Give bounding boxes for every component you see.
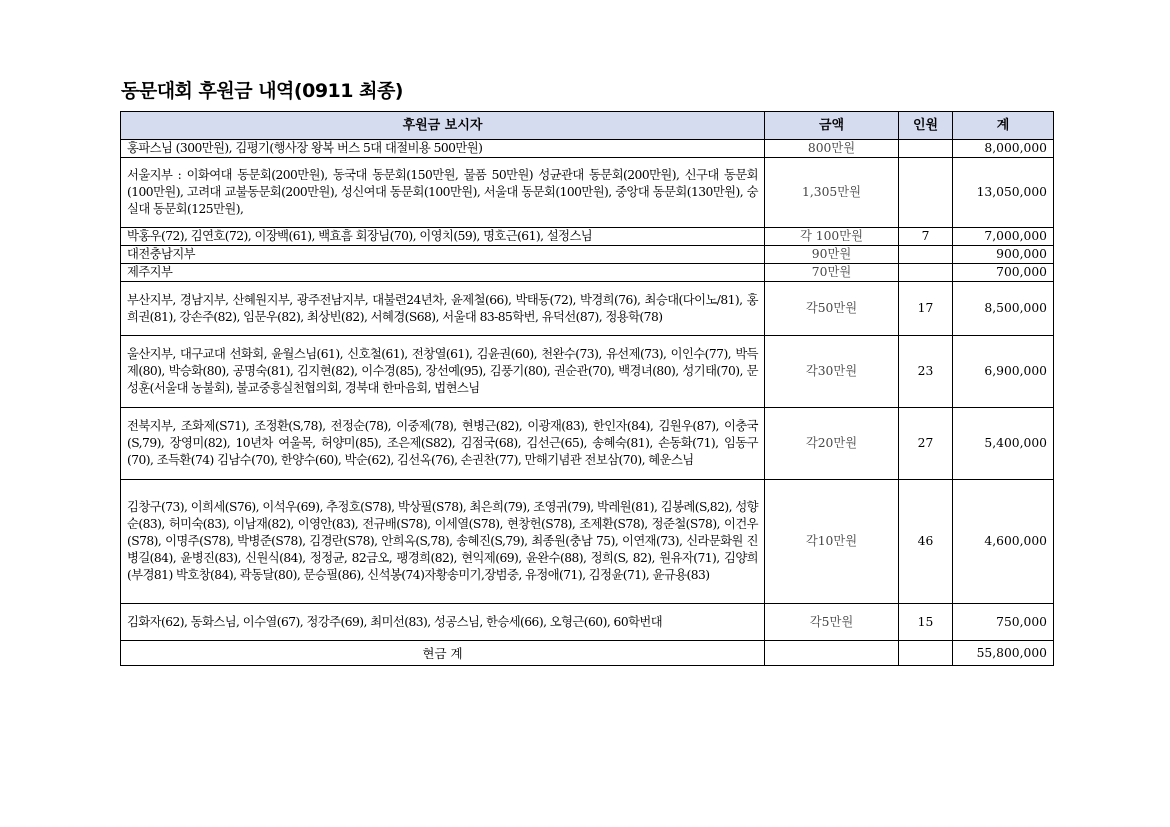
- donor-count: 7: [899, 228, 953, 246]
- donation-amount: 70만원: [765, 264, 899, 282]
- donation-amount: 각50만원: [765, 282, 899, 336]
- donor-count: 46: [899, 480, 953, 604]
- summary-row: [121, 641, 1054, 666]
- donor-count: 27: [899, 408, 953, 480]
- table-row: [121, 158, 1054, 228]
- donation-amount: 90만원: [765, 246, 899, 264]
- summary-amount-empty: [765, 641, 899, 666]
- table-row: [121, 228, 1054, 246]
- donor-count: 17: [899, 282, 953, 336]
- donation-amount: 각 100만원: [765, 228, 899, 246]
- donor-names: 대전충남지부: [121, 246, 765, 264]
- donor-names: 전북지부, 조화제(S71), 조정환(S,78), 전정순(78), 이중제(78), 현병근(82), 이광재(83), 한인자(84), 김원우(87), 이충국(S,79), 장영미(82), 10년차 여울목, 허양미(85), 조은제(S82), 김점국(68), 김선근(65), 송혜숙(81), 손동화(71), 임동구(70), 조득환(74) 김남수(70), 한양수(60), 박순(62), 김선옥(76), 손권찬(77), 만해기념관 전보삼(70), 혜운스님: [121, 408, 765, 480]
- donor-names: 홍파스님 (300만원), 김평기(행사장 왕복 버스 5대 대절비용 500만원): [121, 140, 765, 158]
- donation-amount: 800만원: [765, 140, 899, 158]
- row-total: 6,900,000: [953, 336, 1054, 408]
- table-row: [121, 604, 1054, 641]
- row-total: 750,000: [953, 604, 1054, 641]
- donor-names: 김화자(62), 동화스님, 이수열(67), 정강주(69), 최미선(83), 성공스님, 한승세(66), 오형근(60), 60학번대: [121, 604, 765, 641]
- donor-count: [899, 246, 953, 264]
- donor-count: 23: [899, 336, 953, 408]
- donor-count: [899, 140, 953, 158]
- row-total: 4,600,000: [953, 480, 1054, 604]
- donation-amount: 각30만원: [765, 336, 899, 408]
- donation-amount: 각20만원: [765, 408, 899, 480]
- row-total: 8,500,000: [953, 282, 1054, 336]
- header-donor: 후원금 보시자: [121, 112, 765, 140]
- donation-amount: 각10만원: [765, 480, 899, 604]
- donor-names: 부산지부, 경남지부, 산혜원지부, 광주전남지부, 대불련24년차, 윤제철(66), 박태동(72), 박경희(76), 최승대(다이노/81), 홍희권(81), 강손주(82), 임문우(82), 최상빈(82), 서혜경(S68), 서울대 83-85학번, 유덕선(87), 정용학(78): [121, 282, 765, 336]
- donation-amount: 1,305만원: [765, 158, 899, 228]
- donor-names: 박홍우(72), 김연호(72), 이장백(61), 백효흠 회장님(70), 이영치(59), 명호근(61), 설정스님: [121, 228, 765, 246]
- row-total: 8,000,000: [953, 140, 1054, 158]
- table-row: [121, 264, 1054, 282]
- summary-total: 55,800,000: [953, 641, 1054, 666]
- row-total: 700,000: [953, 264, 1054, 282]
- table-header-row: [121, 112, 1054, 140]
- summary-people-empty: [899, 641, 953, 666]
- row-total: 5,400,000: [953, 408, 1054, 480]
- donor-count: [899, 264, 953, 282]
- donation-amount: 각5만원: [765, 604, 899, 641]
- donor-names: 김창구(73), 이희세(S76), 이석우(69), 추정호(S78), 박상필(S78), 최은희(79), 조영귀(79), 박레원(81), 김봉례(S,82), 성향순(83), 허미숙(83), 이남재(82), 이영안(83), 전규배(S78), 이세열(S78), 현창헌(S78), 조제환(S78), 정준철(S78), 이건우(S78), 이명주(S78), 박병준(S78), 김경란(S78), 안희옥(S,78), 송혜진(S,79), 최종원(충남 75), 이연재(73), 신라문화원 진병길(84), 윤병진(83), 신원식(84), 정정균, 82금오, 팽경희(82), 현익제(69), 윤완수(88), 정희(S, 82), 원유자(71), 김양희(부경81) 박호창(84), 곽동달(80), 문승필(86), 신석봉(74)자황송미기,장범중, 유정애(71), 김정윤(71), 윤규용(83): [121, 480, 765, 604]
- table-row: [121, 480, 1054, 604]
- donor-count: 15: [899, 604, 953, 641]
- table-row: [121, 336, 1054, 408]
- row-total: 13,050,000: [953, 158, 1054, 228]
- header-people: 인원: [899, 112, 953, 140]
- donor-names: 서울지부 : 이화여대 동문회(200만원), 동국대 동문회(150만원, 물품 50만원) 성균관대 동문회(200만원), 신구대 동문회(100만원), 고려대 교불동문회(200만원), 성신여대 동문회(100만원), 서울대 동문회(100만원), 중앙대 동문회(130만원), 숭실대 동문회(125만원),: [121, 158, 765, 228]
- row-total: 900,000: [953, 246, 1054, 264]
- table-row: [121, 282, 1054, 336]
- table-row: [121, 408, 1054, 480]
- donor-count: [899, 158, 953, 228]
- donor-names: 제주지부: [121, 264, 765, 282]
- header-total: 계: [953, 112, 1054, 140]
- page-title: 동문대회 후원금 내역(0911 최종): [121, 80, 403, 102]
- header-amount: 금액: [765, 112, 899, 140]
- donor-names: 울산지부, 대구교대 선화회, 윤월스님(61), 신호철(61), 전창열(61), 김윤권(60), 천완수(73), 유선제(73), 이인수(77), 박득제(80), 박승화(80), 공명숙(81), 김지현(82), 이수경(85), 장선예(95), 김풍기(80), 권순관(70), 백경녀(80), 성기태(70), 문성훈(서울대 농불회), 불교중흥실천협의회, 경북대 한마음회, 법현스님: [121, 336, 765, 408]
- donation-table: [120, 111, 1054, 666]
- row-total: 7,000,000: [953, 228, 1054, 246]
- summary-label: 현금 계: [121, 641, 765, 666]
- table-row: [121, 140, 1054, 158]
- table-row: [121, 246, 1054, 264]
